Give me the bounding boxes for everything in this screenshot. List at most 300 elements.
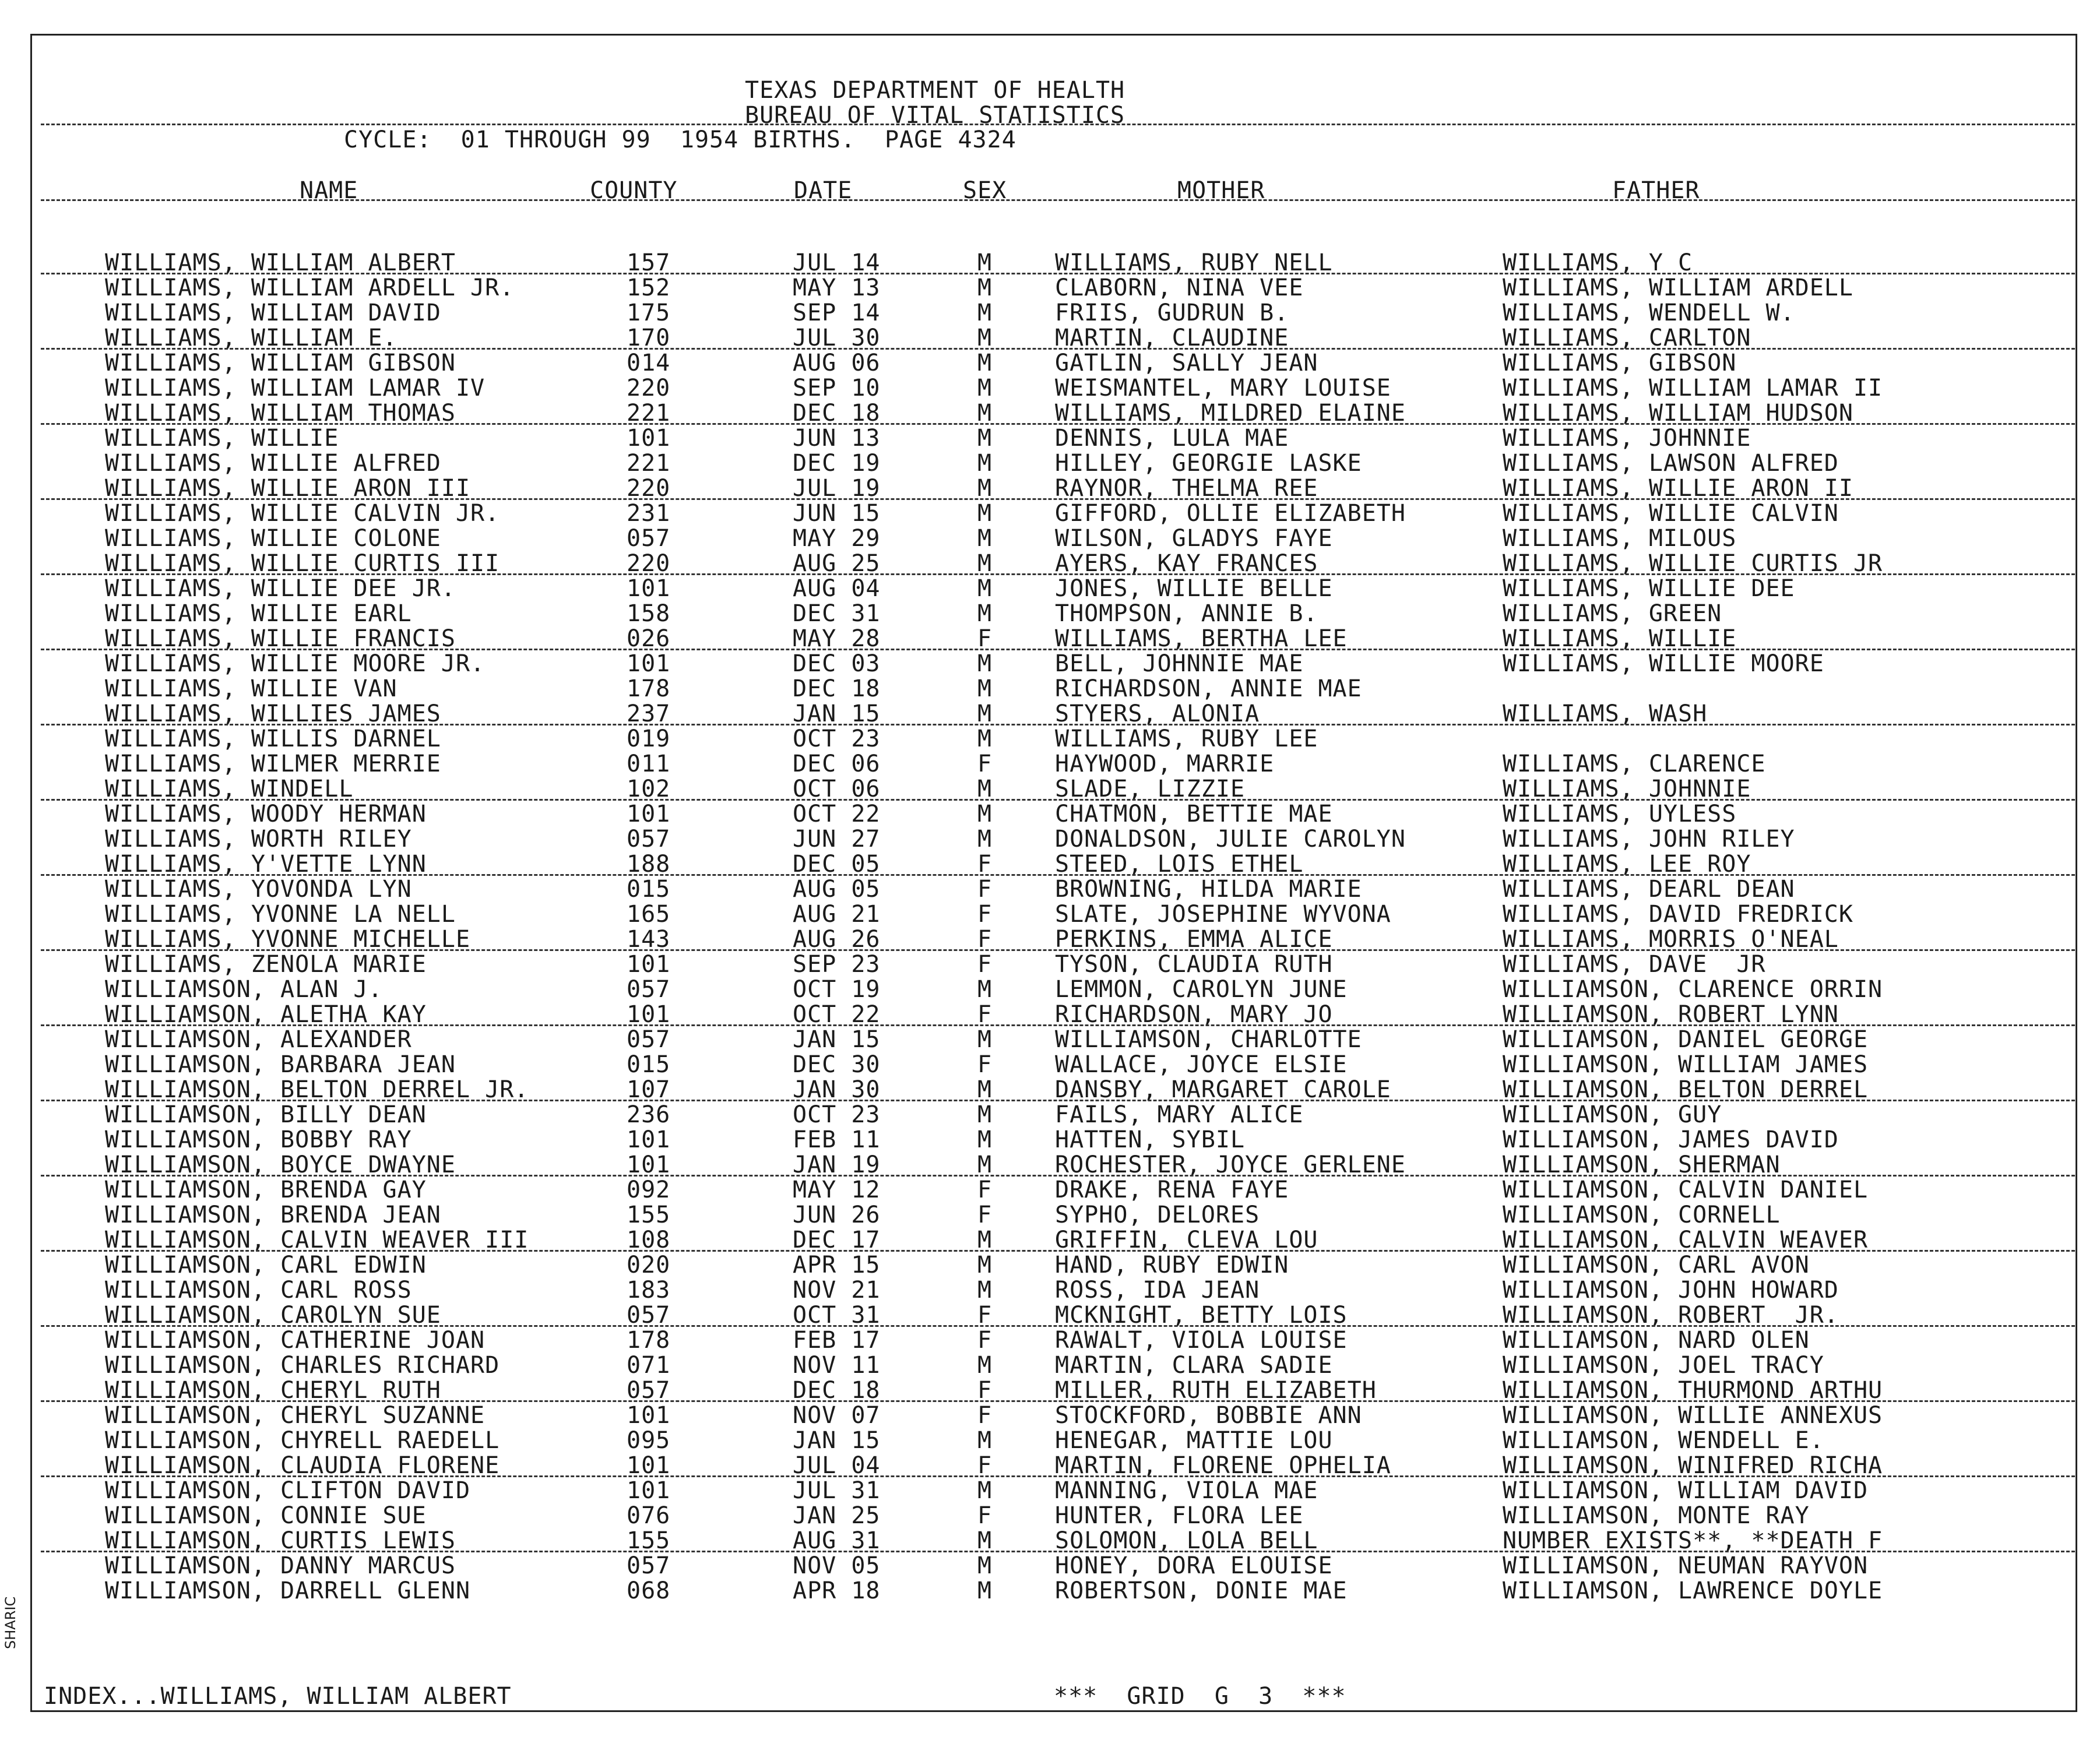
cell-county: 102	[627, 776, 671, 802]
cell-date: JAN 30	[793, 1076, 881, 1103]
cell-date: SEP 10	[793, 375, 881, 401]
cell-county: 152	[627, 274, 671, 301]
cell-father: WILLIAMS, DEARL DEAN	[1503, 876, 1795, 903]
cell-county: 057	[627, 525, 671, 552]
cell-sex: F	[977, 1302, 993, 1329]
column-header-mother: MOTHER	[1177, 177, 1265, 204]
cell-county: 101	[627, 1402, 671, 1429]
cell-date: DEC 05	[793, 851, 881, 878]
cell-sex: M	[977, 325, 993, 351]
table-row	[0, 727, 2100, 752]
cell-county: 158	[627, 600, 671, 627]
cell-sex: F	[977, 1001, 993, 1028]
column-header-father: FATHER	[1612, 177, 1700, 204]
cell-name: WILLIAMS, YVONNE MICHELLE	[105, 926, 471, 953]
cell-sex: M	[977, 375, 993, 401]
cell-sex: F	[977, 1327, 993, 1354]
table-row	[0, 702, 2100, 727]
cell-sex: F	[977, 1402, 993, 1429]
cell-mother: LEMMON, CAROLYN JUNE	[1055, 976, 1348, 1003]
cell-name: WILLIAMSON, CLAUDIA FLORENE	[105, 1452, 500, 1479]
table-row	[0, 501, 2100, 526]
cell-county: 057	[627, 826, 671, 853]
cell-county: 101	[627, 575, 671, 602]
cell-father: WILLIAMS, CARLTON	[1503, 325, 1751, 351]
cell-name: WILLIAMS, WILLIES JAMES	[105, 700, 441, 727]
footer-index: INDEX...WILLIAMS, WILLIAM ALBERT	[44, 1683, 512, 1710]
cell-mother: HATTEN, SYBIL	[1055, 1126, 1246, 1153]
cell-county: 095	[627, 1427, 671, 1454]
cell-county: 101	[627, 1151, 671, 1178]
cell-father: WILLIAMSON, WENDELL E.	[1503, 1427, 1824, 1454]
cell-mother: SOLOMON, LOLA BELL	[1055, 1527, 1318, 1554]
table-row	[0, 1203, 2100, 1228]
cell-sex: F	[977, 851, 993, 878]
cell-father: WILLIAMS, JOHNNIE	[1503, 425, 1751, 452]
cell-sex: M	[977, 1427, 993, 1454]
cell-county: 108	[627, 1227, 671, 1253]
cell-name: WILLIAMSON, CARL EDWIN	[105, 1252, 427, 1278]
table-row	[0, 1278, 2100, 1303]
cell-sex: F	[977, 1377, 993, 1404]
cell-sex: M	[977, 475, 993, 502]
table-row	[0, 476, 2100, 501]
table-row	[0, 877, 2100, 902]
cell-county: 183	[627, 1277, 671, 1304]
cell-date: JUN 26	[793, 1202, 881, 1228]
table-row	[0, 1428, 2100, 1453]
cell-mother: MARTIN, CLARA SADIE	[1055, 1352, 1333, 1379]
side-mark: SHARIC	[2, 1596, 19, 1649]
cell-father: WILLIAMSON, JAMES DAVID	[1503, 1126, 1839, 1153]
cell-father: WILLIAMSON, ROBERT LYNN	[1503, 1001, 1839, 1028]
cell-sex: F	[977, 951, 993, 978]
cell-sex: F	[977, 926, 993, 953]
cell-date: DEC 19	[793, 450, 881, 477]
cell-name: WILLIAMS, WILLIAM GIBSON	[105, 350, 456, 376]
cell-name: WILLIAMS, WILLIAM THOMAS	[105, 400, 456, 427]
cell-county: 157	[627, 249, 671, 276]
table-row	[0, 802, 2100, 827]
table-row	[0, 952, 2100, 977]
table-row	[0, 401, 2100, 426]
cell-mother: GATLIN, SALLY JEAN	[1055, 350, 1318, 376]
cell-date: FEB 17	[793, 1327, 881, 1354]
table-row	[0, 526, 2100, 551]
cell-county: 101	[627, 425, 671, 452]
footer-grid: *** GRID G 3 ***	[1054, 1683, 1346, 1710]
cell-mother: GRIFFIN, CLEVA LOU	[1055, 1227, 1318, 1253]
cell-father: WILLIAMSON, CORNELL	[1503, 1202, 1781, 1228]
cell-mother: FAILS, MARY ALICE	[1055, 1101, 1304, 1128]
cell-county: 101	[627, 1001, 671, 1028]
cell-name: WILLIAMS, YVONNE LA NELL	[105, 901, 456, 928]
cell-father: WILLIAMS, WASH	[1503, 700, 1708, 727]
cell-date: SEP 23	[793, 951, 881, 978]
table-row	[0, 451, 2100, 476]
cell-mother: DRAKE, RENA FAYE	[1055, 1177, 1289, 1203]
column-header-county: COUNTY	[590, 177, 678, 204]
cell-father: WILLIAMSON, GUY	[1503, 1101, 1722, 1128]
cell-date: OCT 23	[793, 725, 881, 752]
table-row	[0, 1128, 2100, 1153]
cell-name: WILLIAMSON, BARBARA JEAN	[105, 1051, 456, 1078]
cell-father: WILLIAMSON, JOEL TRACY	[1503, 1352, 1824, 1379]
cell-date: DEC 18	[793, 1377, 881, 1404]
cell-date: DEC 18	[793, 400, 881, 427]
cell-mother: CHATMON, BETTIE MAE	[1055, 801, 1333, 827]
cell-mother: WILLIAMSON, CHARLOTTE	[1055, 1026, 1362, 1053]
table-row	[0, 1103, 2100, 1128]
cell-sex: M	[977, 1352, 993, 1379]
column-header-name: NAME	[300, 177, 358, 204]
cell-father: WILLIAMS, WILLIAM ARDELL	[1503, 274, 1853, 301]
cell-father: WILLIAMS, LEE ROY	[1503, 851, 1751, 878]
table-row	[0, 1403, 2100, 1428]
cell-sex: M	[977, 1076, 993, 1103]
cell-name: WILLIAMS, WILLIE EARL	[105, 600, 412, 627]
cell-date: NOV 11	[793, 1352, 881, 1379]
cell-name: WILLIAMSON, BRENDA JEAN	[105, 1202, 441, 1228]
cell-date: JUL 14	[793, 249, 881, 276]
cell-mother: WILSON, GLADYS FAYE	[1055, 525, 1333, 552]
cell-name: WILLIAMS, WILLIS DARNEL	[105, 725, 441, 752]
cell-sex: M	[977, 1477, 993, 1504]
cell-name: WILLIAMS, WOODY HERMAN	[105, 801, 427, 827]
cell-father: WILLIAMS, MORRIS O'NEAL	[1503, 926, 1839, 953]
cell-county: 220	[627, 475, 671, 502]
cell-sex: F	[977, 1051, 993, 1078]
cell-date: DEC 31	[793, 600, 881, 627]
cell-sex: F	[977, 901, 993, 928]
cell-county: 220	[627, 375, 671, 401]
cell-date: SEP 14	[793, 300, 881, 326]
cell-date: FEB 11	[793, 1126, 881, 1153]
cell-name: WILLIAMS, YOVONDA LYN	[105, 876, 412, 903]
cell-sex: M	[977, 425, 993, 452]
cell-county: 014	[627, 350, 671, 376]
cell-father: WILLIAMSON, LAWRENCE DOYLE	[1503, 1577, 1883, 1604]
cell-name: WILLIAMSON, BOYCE DWAYNE	[105, 1151, 456, 1178]
cell-date: DEC 17	[793, 1227, 881, 1253]
cell-sex: M	[977, 826, 993, 853]
cell-name: WILLIAMSON, ALETHA KAY	[105, 1001, 427, 1028]
table-row	[0, 1378, 2100, 1403]
cell-sex: M	[977, 249, 993, 276]
table-row	[0, 1503, 2100, 1528]
column-header-sex: SEX	[963, 177, 1007, 204]
cell-date: DEC 18	[793, 675, 881, 702]
cell-county: 057	[627, 1552, 671, 1579]
cell-name: WILLIAMS, WILLIE VAN	[105, 675, 398, 702]
cell-father: WILLIAMSON, THURMOND ARTHU	[1503, 1377, 1883, 1404]
cell-county: 019	[627, 725, 671, 752]
cell-mother: HUNTER, FLORA LEE	[1055, 1502, 1304, 1529]
cell-date: OCT 23	[793, 1101, 881, 1128]
cell-date: MAY 28	[793, 625, 881, 652]
cell-name: WILLIAMS, WILLIAM ALBERT	[105, 249, 456, 276]
cell-name: WILLIAMS, Y'VETTE LYNN	[105, 851, 427, 878]
cell-date: AUG 26	[793, 926, 881, 953]
cell-mother: RICHARDSON, ANNIE MAE	[1055, 675, 1362, 702]
cell-date: JUN 15	[793, 500, 881, 527]
table-row	[0, 276, 2100, 301]
cell-name: WILLIAMS, WILLIE COLONE	[105, 525, 441, 552]
cell-sex: M	[977, 400, 993, 427]
table-row	[0, 827, 2100, 852]
cell-mother: STOCKFORD, BOBBIE ANN	[1055, 1402, 1362, 1429]
table-row	[0, 1077, 2100, 1103]
cell-name: WILLIAMSON, CHERYL SUZANNE	[105, 1402, 486, 1429]
cell-father: WILLIAMS, DAVE JR	[1503, 951, 1766, 978]
cell-mother: FRIIS, GUDRUN B.	[1055, 300, 1289, 326]
cell-date: AUG 04	[793, 575, 881, 602]
cell-county: 155	[627, 1202, 671, 1228]
cell-father: WILLIAMS, GIBSON	[1503, 350, 1737, 376]
table-row	[0, 1328, 2100, 1353]
cell-date: MAY 29	[793, 525, 881, 552]
cell-father: WILLIAMSON, WINIFRED RICHA	[1503, 1452, 1883, 1479]
cell-father: WILLIAMS, DAVID FREDRICK	[1503, 901, 1853, 928]
cell-sex: M	[977, 725, 993, 752]
cell-name: WILLIAMSON, CAROLYN SUE	[105, 1302, 441, 1329]
cell-date: OCT 31	[793, 1302, 881, 1329]
cell-sex: M	[977, 1227, 993, 1253]
cell-sex: M	[977, 1151, 993, 1178]
cell-county: 220	[627, 550, 671, 577]
cell-date: OCT 22	[793, 801, 881, 827]
cell-name: WILLIAMS, WILMER MERRIE	[105, 751, 441, 777]
cell-father: WILLIAMSON, ROBERT JR.	[1503, 1302, 1839, 1329]
column-header-rule	[41, 199, 2075, 201]
cell-county: 221	[627, 450, 671, 477]
table-row	[0, 977, 2100, 1002]
cell-sex: M	[977, 1552, 993, 1579]
cell-mother: BELL, JOHNNIE MAE	[1055, 650, 1304, 677]
table-row	[0, 777, 2100, 802]
cell-date: AUG 25	[793, 550, 881, 577]
cell-sex: M	[977, 600, 993, 627]
cell-date: JAN 19	[793, 1151, 881, 1178]
table-row	[0, 1453, 2100, 1478]
cell-date: JAN 15	[793, 1026, 881, 1053]
cell-sex: M	[977, 300, 993, 326]
cell-county: 155	[627, 1527, 671, 1554]
cell-date: NOV 07	[793, 1402, 881, 1429]
table-row	[0, 251, 2100, 276]
cell-sex: M	[977, 776, 993, 802]
cell-county: 015	[627, 1051, 671, 1078]
cell-county: 178	[627, 675, 671, 702]
cell-date: AUG 21	[793, 901, 881, 928]
cell-date: DEC 03	[793, 650, 881, 677]
cell-sex: M	[977, 1577, 993, 1604]
cell-county: 237	[627, 700, 671, 727]
cell-father: WILLIAMS, WILLIAM LAMAR II	[1503, 375, 1883, 401]
cell-name: WILLIAMS, WILLIAM ARDELL JR.	[105, 274, 515, 301]
cell-county: 092	[627, 1177, 671, 1203]
cell-father: WILLIAMSON, DANIEL GEORGE	[1503, 1026, 1869, 1053]
cell-name: WILLIAMS, WILLIE CALVIN JR.	[105, 500, 500, 527]
cell-father: WILLIAMSON, BELTON DERREL	[1503, 1076, 1869, 1103]
cell-mother: WILLIAMS, RUBY NELL	[1055, 249, 1333, 276]
cell-county: 057	[627, 1302, 671, 1329]
cell-sex: M	[977, 700, 993, 727]
cell-sex: F	[977, 1202, 993, 1228]
cell-name: WILLIAMS, WILLIE ARON III	[105, 475, 471, 502]
cell-mother: SLADE, LIZZIE	[1055, 776, 1246, 802]
cell-father: NUMBER EXISTS**, **DEATH F	[1503, 1527, 1883, 1554]
cell-father: WILLIAMS, UYLESS	[1503, 801, 1737, 827]
cell-mother: GIFFORD, OLLIE ELIZABETH	[1055, 500, 1406, 527]
cell-date: AUG 31	[793, 1527, 881, 1554]
cell-mother: JONES, WILLIE BELLE	[1055, 575, 1333, 602]
header-rule	[41, 124, 2075, 125]
cell-father: WILLIAMS, CLARENCE	[1503, 751, 1766, 777]
cell-county: 015	[627, 876, 671, 903]
cell-mother: SLATE, JOSEPHINE WYVONA	[1055, 901, 1391, 928]
cell-county: 236	[627, 1101, 671, 1128]
cell-county: 101	[627, 801, 671, 827]
cell-date: APR 18	[793, 1577, 881, 1604]
cell-name: WILLIAMSON, DARRELL GLENN	[105, 1577, 471, 1604]
cell-sex: F	[977, 625, 993, 652]
cell-name: WILLIAMSON, BILLY DEAN	[105, 1101, 427, 1128]
cell-mother: MANNING, VIOLA MAE	[1055, 1477, 1318, 1504]
cell-name: WILLIAMS, WILLIE ALFRED	[105, 450, 441, 477]
cell-father: WILLIAMS, WILLIE DEE	[1503, 575, 1795, 602]
cell-county: 231	[627, 500, 671, 527]
cell-father: WILLIAMSON, JOHN HOWARD	[1503, 1277, 1839, 1304]
cell-mother: RAYNOR, THELMA REE	[1055, 475, 1318, 502]
cell-father: WILLIAMS, WILLIE ARON II	[1503, 475, 1853, 502]
cell-sex: M	[977, 650, 993, 677]
cell-father: WILLIAMSON, SHERMAN	[1503, 1151, 1781, 1178]
table-row	[0, 326, 2100, 351]
cell-father: WILLIAMSON, NEUMAN RAYVON	[1503, 1552, 1869, 1579]
cell-sex: M	[977, 525, 993, 552]
cell-father: WILLIAMS, JOHNNIE	[1503, 776, 1751, 802]
cell-name: WILLIAMS, WILLIE MOORE JR.	[105, 650, 486, 677]
cell-name: WILLIAMSON, CHYRELL RAEDELL	[105, 1427, 500, 1454]
cell-name: WILLIAMSON, DANNY MARCUS	[105, 1552, 456, 1579]
cell-mother: RAWALT, VIOLA LOUISE	[1055, 1327, 1348, 1354]
cell-father: WILLIAMS, WILLIE CALVIN	[1503, 500, 1839, 527]
cell-county: 178	[627, 1327, 671, 1354]
cell-mother: WEISMANTEL, MARY LOUISE	[1055, 375, 1391, 401]
cell-mother: BROWNING, HILDA MARIE	[1055, 876, 1362, 903]
cell-name: WILLIAMSON, CALVIN WEAVER III	[105, 1227, 529, 1253]
cell-sex: M	[977, 575, 993, 602]
cell-mother: DANSBY, MARGARET CAROLE	[1055, 1076, 1391, 1103]
cell-sex: M	[977, 274, 993, 301]
cell-father: WILLIAMS, MILOUS	[1503, 525, 1737, 552]
cell-sex: M	[977, 1277, 993, 1304]
cell-father: WILLIAMS, GREEN	[1503, 600, 1722, 627]
table-row	[0, 1353, 2100, 1378]
cell-father: WILLIAMSON, CALVIN DANIEL	[1503, 1177, 1869, 1203]
cell-date: NOV 05	[793, 1552, 881, 1579]
table-row	[0, 351, 2100, 376]
cell-county: 071	[627, 1352, 671, 1379]
cell-date: JAN 15	[793, 1427, 881, 1454]
cell-mother: STYERS, ALONIA	[1055, 700, 1260, 727]
cell-mother: DONALDSON, JULIE CAROLYN	[1055, 826, 1406, 853]
cell-date: JAN 15	[793, 700, 881, 727]
table-row	[0, 752, 2100, 777]
cell-name: WILLIAMSON, CHERYL RUTH	[105, 1377, 441, 1404]
cell-sex: F	[977, 751, 993, 777]
cell-name: WILLIAMSON, ALAN J.	[105, 976, 383, 1003]
cell-name: WILLIAMS, WILLIE DEE JR.	[105, 575, 456, 602]
table-row	[0, 1052, 2100, 1077]
cell-name: WILLIAMS, WINDELL	[105, 776, 354, 802]
cell-name: WILLIAMS, WILLIAM DAVID	[105, 300, 441, 326]
cell-name: WILLIAMSON, CURTIS LEWIS	[105, 1527, 456, 1554]
cell-sex: M	[977, 550, 993, 577]
cell-mother: MCKNIGHT, BETTY LOIS	[1055, 1302, 1348, 1329]
cell-date: NOV 21	[793, 1277, 881, 1304]
table-row	[0, 927, 2100, 952]
table-row	[0, 551, 2100, 576]
cell-name: WILLIAMSON, BRENDA GAY	[105, 1177, 427, 1203]
table-row	[0, 1253, 2100, 1278]
cell-mother: AYERS, KAY FRANCES	[1055, 550, 1318, 577]
cell-sex: M	[977, 1126, 993, 1153]
cell-father: WILLIAMS, JOHN RILEY	[1503, 826, 1795, 853]
cell-mother: MARTIN, FLORENE OPHELIA	[1055, 1452, 1391, 1479]
cell-sex: F	[977, 876, 993, 903]
cell-county: 020	[627, 1252, 671, 1278]
table-row	[0, 852, 2100, 877]
table-row	[0, 576, 2100, 601]
cell-name: WILLIAMS, WILLIE CURTIS III	[105, 550, 500, 577]
cell-date: JUL 31	[793, 1477, 881, 1504]
cell-county: 165	[627, 901, 671, 928]
cell-sex: F	[977, 1177, 993, 1203]
cell-date: JUN 27	[793, 826, 881, 853]
cell-name: WILLIAMSON, BELTON DERREL JR.	[105, 1076, 529, 1103]
cell-county: 101	[627, 1452, 671, 1479]
cell-date: MAY 13	[793, 274, 881, 301]
table-row	[0, 1303, 2100, 1328]
table-row	[0, 1153, 2100, 1178]
cell-sex: M	[977, 350, 993, 376]
cell-date: AUG 06	[793, 350, 881, 376]
cell-date: JAN 25	[793, 1502, 881, 1529]
table-row	[0, 426, 2100, 451]
table-row	[0, 301, 2100, 326]
cell-county: 143	[627, 926, 671, 953]
cell-father: WILLIAMSON, WILLIAM DAVID	[1503, 1477, 1869, 1504]
cell-mother: ROCHESTER, JOYCE GERLENE	[1055, 1151, 1406, 1178]
cell-county: 221	[627, 400, 671, 427]
cycle-line: CYCLE: 01 THROUGH 99 1954 BIRTHS. PAGE 4324	[344, 126, 1016, 153]
table-row	[0, 651, 2100, 677]
table-row	[0, 376, 2100, 401]
cell-sex: F	[977, 1502, 993, 1529]
cell-father: WILLIAMSON, MONTE RAY	[1503, 1502, 1810, 1529]
cell-mother: ROSS, IDA JEAN	[1055, 1277, 1260, 1304]
cell-sex: M	[977, 801, 993, 827]
cell-county: 011	[627, 751, 671, 777]
cell-father: WILLIAMS, WILLIE CURTIS JR	[1503, 550, 1883, 577]
cell-date: JUN 13	[793, 425, 881, 452]
cell-mother: HILLEY, GEORGIE LASKE	[1055, 450, 1362, 477]
cell-date: OCT 06	[793, 776, 881, 802]
table-row	[0, 677, 2100, 702]
cell-mother: TYSON, CLAUDIA RUTH	[1055, 951, 1333, 978]
